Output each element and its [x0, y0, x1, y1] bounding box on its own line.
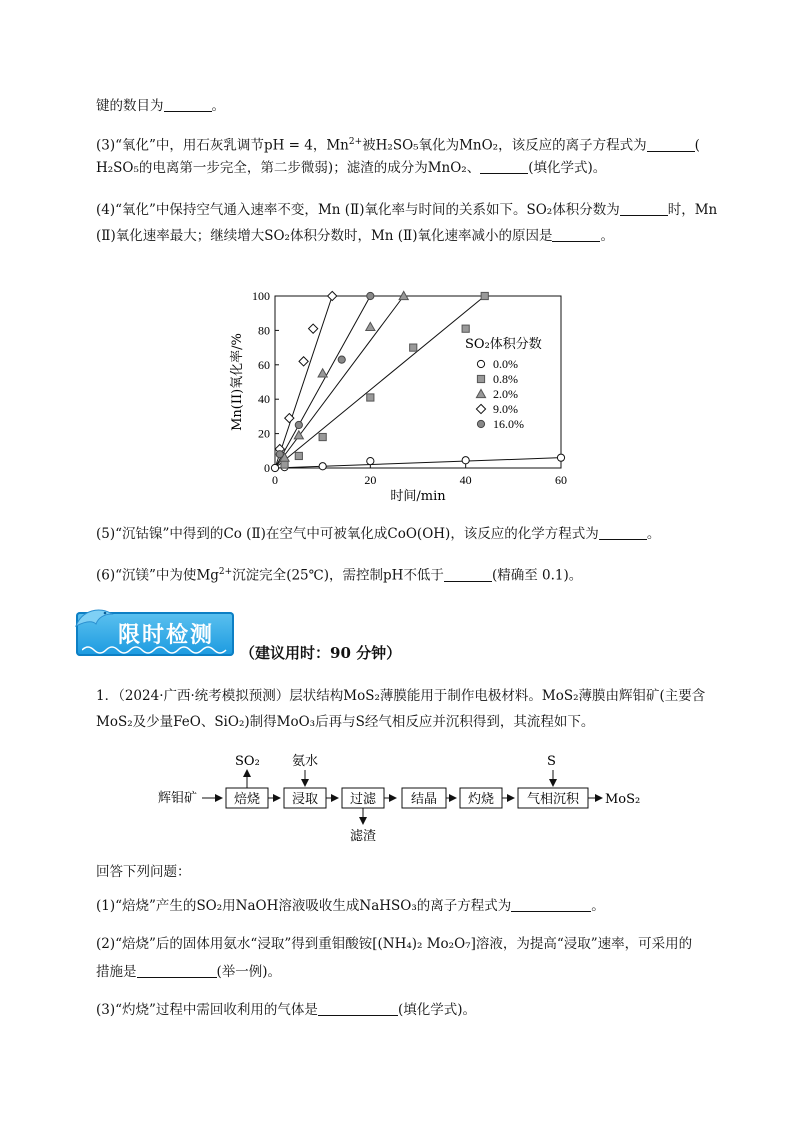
data-point-0.0%	[319, 463, 326, 470]
data-point-0.8%	[462, 325, 469, 332]
data-point-0.8%	[481, 292, 488, 299]
text-line-2: (3)“氧化”中，用石灰乳调节pH = 4，$Mn^{2+}$被H₂SO₅氧化为MnO₂，该反应的离子方程式为 (	[96, 137, 700, 154]
section-banner	[76, 604, 236, 658]
text-line-6: (5)“沉钴镍”中得到的Co (Ⅱ)在空气中可被氧化成CoO(OH)，该反应的化学方程式为 。	[96, 526, 661, 542]
series-line-9.0%	[275, 296, 332, 468]
x-axis-label: 时间/min	[390, 489, 446, 504]
text-line-1: 键的数目为 。	[96, 98, 225, 114]
data-point-0.0%	[557, 454, 564, 461]
y-axis-label: Mn(II)氧化率/%	[230, 333, 245, 431]
data-point-16.0%	[295, 421, 302, 428]
series-line-16.0%	[275, 296, 370, 468]
suggested-time: （建议用时：90 分钟）	[240, 644, 402, 662]
legend-label: 9.0%	[493, 402, 518, 416]
data-point-9.0%	[299, 357, 308, 366]
flow-step-filter-label: 过滤	[349, 792, 377, 807]
data-point-2.0%	[318, 369, 327, 377]
y-tick-label: 100	[252, 289, 270, 303]
legend-marker-0.8%	[477, 375, 484, 382]
flow-so2: SO₂	[235, 754, 260, 769]
process-flow-diagram	[150, 750, 670, 850]
data-point-16.0%	[338, 356, 345, 363]
series-line-0.8%	[275, 296, 485, 468]
q1-line-1: 1．（2024·广西·统考模拟预测）层状结构MoS₂薄膜能用于制作电极材料。MoS₂薄膜由辉钼矿(主要含	[96, 688, 706, 704]
legend-title: SO₂体积分数	[465, 337, 542, 352]
text-line-7: (6)“沉镁”中为使$Mg^{2+}$沉淀完全(25℃)，需控制pH不低于 (精确至 0.1)。	[96, 567, 583, 584]
data-point-9.0%	[309, 324, 318, 333]
text-line-4: (4)“氧化”中保持空气通入速率不变，Mn (Ⅱ)氧化率与时间的关系如下。SO₂体积分数为 时，Mn	[96, 202, 718, 218]
legend-marker-2.0%	[476, 389, 485, 397]
flow-step-crystallize-label: 结晶	[410, 792, 438, 807]
y-tick-label: 80	[258, 323, 270, 338]
flow-residue: 滤渣	[350, 829, 377, 844]
answer-blank	[137, 963, 217, 978]
series-line-2.0%	[275, 296, 404, 468]
data-point-0.0%	[367, 458, 374, 465]
answer-blank	[511, 897, 591, 912]
text-line-3: H₂SO₅的电离第一步完全，第二步微弱)；滤渣的成分为MnO₂、 (填化学式)。	[96, 160, 607, 176]
flow-step-calcine-label: 灼烧	[467, 792, 495, 807]
data-point-9.0%	[328, 291, 337, 300]
q1-sub-2: (2)“焙烧”后的固体用氨水“浸取”得到重钼酸铵[(NH₄)₂ Mo₂O₇]溶液，为提高“浸取”速率，可采用的	[96, 936, 693, 952]
x-tick-label: 0	[272, 473, 278, 487]
banner-title: 限时检测	[117, 623, 214, 648]
data-point-0.8%	[367, 394, 374, 401]
legend-marker-0.0%	[477, 360, 484, 367]
legend-marker-9.0%	[476, 404, 485, 413]
y-tick-label: 0	[264, 461, 270, 475]
y-tick-label: 20	[258, 426, 270, 441]
flow-step-deposition-label: 气相沉积	[526, 792, 580, 807]
q1-line-2: MoS₂及少量FeO、SiO₂)制得MoO₃后再与S经气相反应并沉积得到，其流程如下。	[96, 714, 595, 730]
data-point-16.0%	[367, 292, 374, 299]
flow-step-roast-label: 焙烧	[233, 792, 261, 807]
data-point-0.8%	[410, 344, 417, 351]
legend-label: 0.0%	[493, 357, 518, 371]
data-point-2.0%	[366, 322, 375, 330]
data-point-0.8%	[319, 433, 326, 440]
flow-output: MoS₂	[605, 792, 641, 807]
flow-ammonia: 氨水	[292, 754, 319, 769]
legend-label: 16.0%	[493, 417, 524, 431]
q1-sub-2b: 措施是 (举一例)。	[96, 964, 282, 980]
flow-input: 辉钼矿	[158, 791, 198, 806]
answer-blank	[599, 525, 647, 540]
data-point-0.8%	[281, 461, 288, 468]
text-line-5: (Ⅱ)氧化速率最大；继续增大SO₂体积分数时，Mn (Ⅱ)氧化速率减小的原因是 。	[96, 228, 614, 244]
data-point-0.8%	[295, 452, 302, 459]
series-line-0.0%	[275, 458, 561, 468]
q1-sub-1: (1)“焙烧”产生的SO₂用NaOH溶液吸收生成NaHSO₃的离子方程式为 。	[96, 898, 605, 914]
plot-frame	[275, 296, 561, 468]
q1-sub-3: (3)“灼烧”过程中需回收利用的气体是 (填化学式)。	[96, 1002, 476, 1018]
answer-blank	[552, 227, 600, 242]
answer-blank	[444, 567, 492, 582]
answer-blank	[620, 201, 668, 216]
answer-blank	[318, 1001, 398, 1016]
data-point-16.0%	[276, 451, 283, 458]
answer-blank	[164, 97, 212, 112]
flow-step-leach-label: 浸取	[291, 792, 319, 807]
answer-blank	[647, 137, 695, 152]
data-point-0.0%	[271, 464, 278, 471]
y-tick-label: 60	[258, 357, 270, 372]
data-point-0.0%	[462, 457, 469, 464]
legend-label: 2.0%	[493, 387, 518, 401]
legend-marker-16.0%	[477, 420, 484, 427]
answer-blank	[480, 159, 528, 174]
x-tick-label: 40	[459, 473, 472, 487]
y-tick-label: 40	[258, 392, 270, 407]
legend-label: 0.8%	[493, 372, 518, 386]
x-tick-label: 60	[555, 473, 567, 487]
x-tick-label: 20	[364, 473, 377, 487]
flow-s: S	[547, 754, 556, 769]
oxidation-rate-chart	[225, 280, 585, 505]
q1-answer-prompt: 回答下列问题：	[96, 864, 191, 880]
